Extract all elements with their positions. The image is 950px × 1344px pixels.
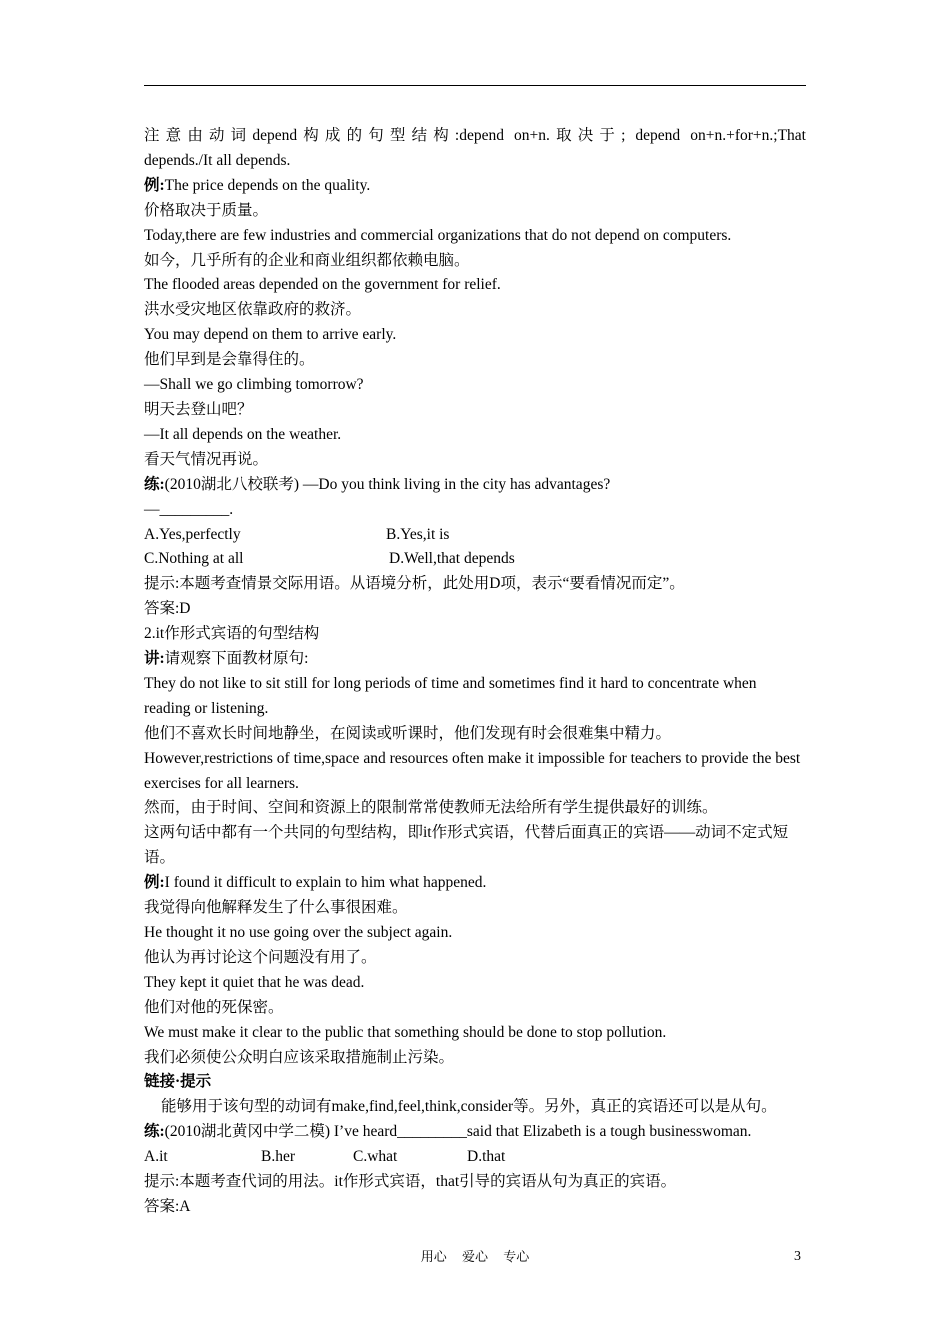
- answer-blank-line: —_________.: [144, 500, 234, 518]
- options-line: [144, 523, 806, 548]
- text-line: They kept it quiet that he was dead.: [144, 973, 365, 991]
- option-d: D.that: [467, 1148, 506, 1166]
- text-line: —It all depends on the weather.: [144, 425, 342, 443]
- text-line: He thought it no use going over the subject again.: [144, 924, 453, 941]
- text-line: 洪水受灾地区依靠政府的救济。: [144, 301, 362, 319]
- text-line: depends./It all depends.: [144, 151, 291, 169]
- text-line: 他认为再讨论这个问题没有用了。: [144, 948, 377, 966]
- option-b: B.her: [261, 1148, 296, 1166]
- example-label: 例:: [144, 874, 165, 892]
- text-line: 他们对他的死保密。: [144, 998, 284, 1016]
- text-span: (2010湖北黄冈中学二模) I’ve heard_________said that Elizabeth is a tough businesswoman.: [164, 1123, 752, 1141]
- text-line: We must make it clear to the public that something should be done to stop pollution.: [144, 1023, 667, 1041]
- section-heading: 2.it作形式宾语的句型结构: [144, 625, 320, 643]
- text-line: 明天去登山吧？: [144, 400, 253, 418]
- text-line: The flooded areas depended on the government for relief.: [144, 276, 501, 294]
- text-line: 如今，几乎所有的企业和商业组织都依赖电脑。: [144, 251, 470, 269]
- options-line: [144, 547, 806, 572]
- page-number: 3: [794, 1249, 801, 1264]
- text-paragraph: They do not like to sit still for long periods of time and sometimes find it hard to concentrate when reading or listening.: [144, 674, 757, 717]
- text-paragraph: 这两句话中都有一个共同的句型结构，即it作形式宾语，代替后面真正的宾语——动词不定式短语。: [144, 824, 789, 867]
- header-rule: [144, 85, 806, 86]
- option-b: B.Yes,it is: [386, 525, 450, 543]
- exercise-label: 练:: [144, 1123, 165, 1141]
- option-d: D.Well,that depends: [389, 550, 515, 568]
- hint-line: 提示:本题考查代词的用法。it作形式宾语，that引导的宾语从句为真正的宾语。: [144, 1173, 677, 1191]
- link-tip-label: 链接·提示: [144, 1073, 212, 1091]
- text-line: 看天气情况再说。: [144, 450, 269, 468]
- example-line: [144, 174, 806, 199]
- answer-line: 答案:A: [144, 1197, 191, 1215]
- tip-line: 能够用于该句型的动词有make,find,feel,think,consider等。另外，真正的宾语还可以是从句。: [161, 1098, 777, 1116]
- link-tip-heading: [144, 1070, 806, 1095]
- text-line: Today,there are few industries and commercial organizations that do not depend on computers.: [144, 226, 732, 244]
- option-c: C.what: [353, 1148, 398, 1166]
- text-line: 我觉得向他解释发生了什么事很困难。: [144, 899, 408, 917]
- example-label: 例:: [144, 176, 165, 194]
- exercise-line: [144, 473, 806, 498]
- option-a: A.it: [144, 1148, 168, 1166]
- text-line: 然而，由于时间、空间和资源上的限制常常使教师无法给所有学生提供最好的训练。: [144, 799, 718, 817]
- document-body: [144, 124, 806, 1220]
- lecture-label: 讲:: [144, 650, 165, 668]
- exercise-label: 练:: [144, 475, 165, 493]
- options-line: [144, 1145, 806, 1170]
- option-a: A.Yes,perfectly: [144, 525, 241, 543]
- text-paragraph: However,restrictions of time,space and resources often make it impossible for teachers to provide the best exercises for all learners.: [144, 749, 801, 792]
- lecture-line: [144, 647, 806, 672]
- text-span: 请观察下面教材原句:: [164, 650, 309, 668]
- answer-line: 答案:D: [144, 600, 191, 618]
- text-line: —Shall we go climbing tomorrow?: [144, 376, 364, 394]
- text-line: 注意由动词depend构成的句型结构:depend on+n.取决于; depend on+n.+for+n.;That: [144, 127, 806, 144]
- text-line: 我们必须使公众明白应该采取措施制止污染。: [144, 1048, 455, 1066]
- text-line: 他们早到是会靠得住的。: [144, 351, 315, 369]
- text-line: You may depend on them to arrive early.: [144, 326, 397, 344]
- text-line: 价格取决于质量。: [144, 201, 269, 219]
- exercise-line: [144, 1120, 806, 1145]
- hint-line: 提示:本题考查情景交际用语。从语境分析，此处用D项，表示“要看情况而定”。: [144, 575, 685, 593]
- text-line: 他们不喜欢长时间地静坐，在阅读或听课时，他们发现有时会很难集中精力。: [144, 724, 672, 742]
- text-span: (2010湖北八校联考) —Do you think living in the city has advantages?: [164, 475, 611, 493]
- page-footer: 用心 爱心 专心: [420, 1249, 530, 1264]
- text-span: The price depends on the quality.: [164, 176, 371, 194]
- example-line: [144, 871, 806, 896]
- option-c: C.Nothing at all: [144, 550, 244, 568]
- text-span: I found it difficult to explain to him what happened.: [164, 874, 487, 892]
